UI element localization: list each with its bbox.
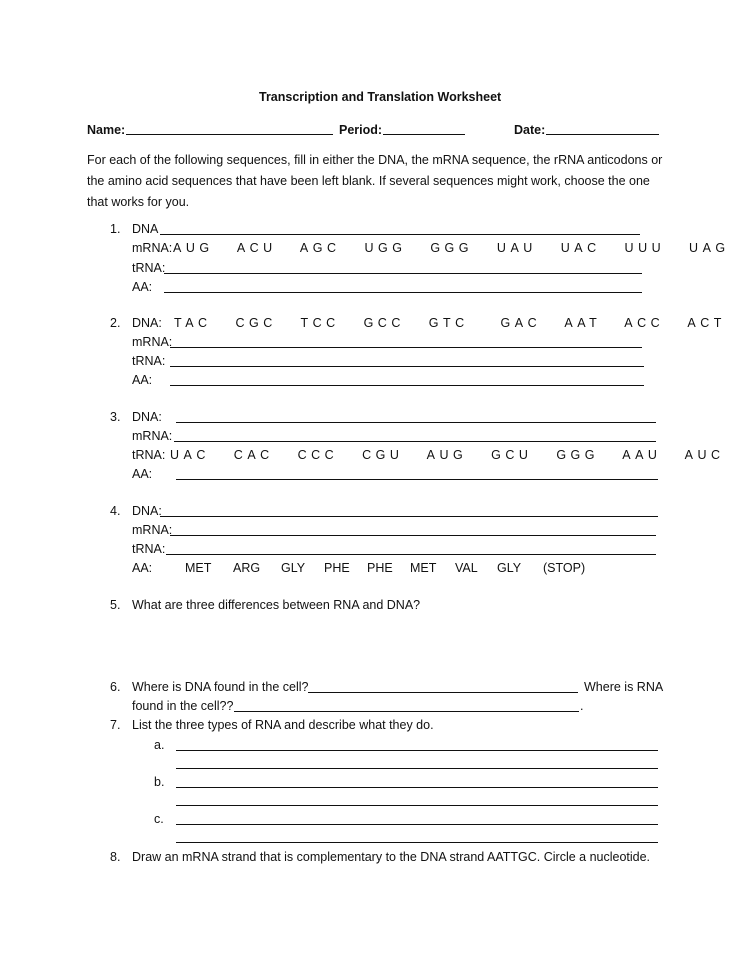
trna-answer-line[interactable] <box>164 273 642 274</box>
date-field[interactable] <box>546 134 659 135</box>
question-text: Where is RNA <box>584 680 664 694</box>
trna-answer-line[interactable] <box>166 554 656 555</box>
row-label-dna: DNA <box>132 222 159 236</box>
row-label-mrna: mRNA: <box>132 429 173 443</box>
row-label-mrna: mRNA: <box>132 523 173 537</box>
problem-number: 1. <box>110 222 121 236</box>
mrna-answer-line[interactable] <box>170 535 656 536</box>
period-label: Period: <box>339 123 383 137</box>
question-text: found in the cell?? <box>132 699 234 713</box>
amino-acid: PHE <box>324 561 350 575</box>
rna-type-c-answer-line[interactable] <box>176 842 658 843</box>
row-label-aa: AA: <box>132 561 153 575</box>
rna-type-a-answer-line[interactable] <box>176 768 658 769</box>
trna-answer-line[interactable] <box>170 366 644 367</box>
question-text: Where is DNA found in the cell? <box>132 680 309 694</box>
dna-answer-line[interactable] <box>160 516 658 517</box>
mrna-sequence: AUG ACU AGC UGG GGG UAU UAC UUU UAG <box>173 241 730 255</box>
amino-acid: PHE <box>367 561 393 575</box>
amino-acid: GLY <box>281 561 306 575</box>
name-field[interactable] <box>126 134 333 135</box>
question-text: List the three types of RNA and describe what they do. <box>132 718 434 732</box>
period-field[interactable] <box>383 134 465 135</box>
dna-location-answer-line[interactable] <box>308 692 578 693</box>
question-number: 8. <box>110 850 121 864</box>
aa-answer-line[interactable] <box>170 385 644 386</box>
row-label-trna: tRNA: <box>132 261 166 275</box>
rna-type-c-answer-line[interactable] <box>176 824 658 825</box>
dna-answer-line[interactable] <box>160 234 640 235</box>
amino-acid: MET <box>410 561 437 575</box>
aa-answer-line[interactable] <box>176 479 658 480</box>
list-marker: a. <box>154 738 165 752</box>
question-text: . <box>580 699 584 713</box>
list-marker: c. <box>154 812 164 826</box>
instructions: For each of the following sequences, fill in either the DNA, the mRNA sequence, the rRNA anticodons or the amino acid sequences that have been left blank. If several sequences might work, choose the one that works for you. <box>87 153 663 209</box>
list-marker: b. <box>154 775 165 789</box>
question-number: 7. <box>110 718 121 732</box>
row-label-dna: DNA: <box>132 316 162 330</box>
row-label-dna: DNA: <box>132 410 162 424</box>
mrna-answer-line[interactable] <box>174 441 656 442</box>
row-label-trna: tRNA: <box>132 448 166 462</box>
rna-type-b-answer-line[interactable] <box>176 805 658 806</box>
dna-answer-line[interactable] <box>176 422 656 423</box>
row-label-aa: AA: <box>132 467 153 481</box>
amino-acid: VAL <box>455 561 478 575</box>
question-text: What are three differences between RNA and DNA? <box>132 598 421 612</box>
page-title: Transcription and Translation Worksheet <box>259 90 502 104</box>
date-label: Date: <box>514 123 546 137</box>
row-label-aa: AA: <box>132 280 153 294</box>
name-label: Name: <box>87 123 126 137</box>
dna-sequence: TAC CGC TCC GCC GTC GAC AAT ACC ACT <box>174 316 726 330</box>
problem-number: 3. <box>110 410 121 424</box>
mrna-answer-line[interactable] <box>170 347 642 348</box>
row-label-aa: AA: <box>132 373 153 387</box>
amino-acid: GLY <box>497 561 522 575</box>
rna-location-answer-line[interactable] <box>234 711 579 712</box>
trna-sequence: UAC CAC CCC CGU AUG GCU GGG AAU AUC <box>170 448 725 462</box>
rna-type-b-answer-line[interactable] <box>176 787 658 788</box>
amino-acid: MET <box>185 561 212 575</box>
row-label-trna: tRNA: <box>132 542 166 556</box>
problem-number: 4. <box>110 504 121 518</box>
question-number: 5. <box>110 598 121 612</box>
question-number: 6. <box>110 680 121 694</box>
amino-acid: ARG <box>233 561 261 575</box>
row-label-dna: DNA: <box>132 504 162 518</box>
rna-type-a-answer-line[interactable] <box>176 750 658 751</box>
question-text: Draw an mRNA strand that is complementary to the DNA strand AATTGC. Circle a nucleotide. <box>132 850 651 864</box>
row-label-mrna: mRNA: <box>132 241 173 255</box>
problem-number: 2. <box>110 316 121 330</box>
row-label-trna: tRNA: <box>132 354 166 368</box>
aa-answer-line[interactable] <box>164 292 642 293</box>
amino-acid: (STOP) <box>543 561 586 575</box>
row-label-mrna: mRNA: <box>132 335 173 349</box>
